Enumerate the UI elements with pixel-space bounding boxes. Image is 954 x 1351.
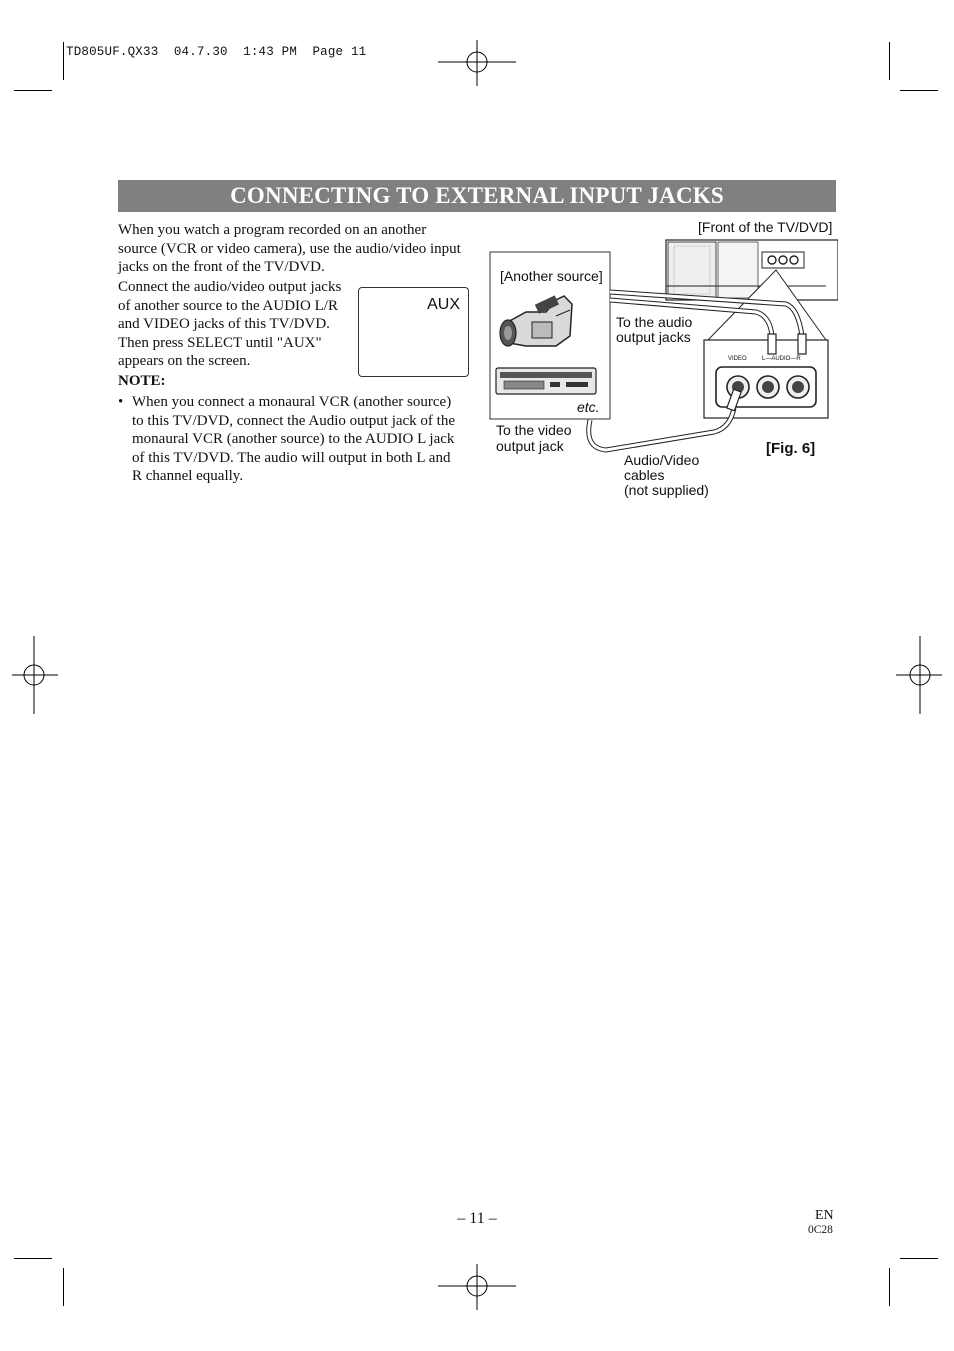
- registration-mark-icon: [896, 636, 942, 714]
- screen-aux-label: AUX: [427, 296, 460, 313]
- page-code: 0C28: [808, 1224, 833, 1236]
- panel-video-label: VIDEO: [728, 356, 747, 362]
- connection-diagram: [486, 212, 838, 512]
- vcr-icon: [496, 368, 596, 394]
- registration-mark-icon: [438, 40, 516, 86]
- page-number: – 11 –: [457, 1210, 497, 1227]
- audio-output-label-line1: To the audio: [616, 314, 693, 330]
- crop-mark: [63, 1268, 64, 1306]
- section-title-bar: [118, 180, 836, 212]
- print-slug: TD805UF.QX33 04.7.30 1:43 PM Page 11: [66, 45, 367, 59]
- registration-mark-icon: [438, 1264, 516, 1310]
- audio-output-label-line2: output jacks: [616, 329, 691, 345]
- intro-paragraph: When you watch a program recorded on an another source (VCR or video camera), use the audio/video input jacks on the front of the TV/DVD.: [118, 222, 461, 276]
- connect-paragraph: Connect the audio/video output jacks of another source to the AUDIO L/R and VIDEO jacks of this TV/DVD. Then press SELECT until "AUX" appears on the screen.: [118, 279, 342, 370]
- figure-number: [Fig. 6]: [766, 440, 816, 457]
- camcorder-icon: [500, 295, 572, 346]
- language-code: EN: [815, 1208, 834, 1223]
- page-title: CONNECTING TO EXTERNAL INPUT JACKS: [230, 183, 724, 208]
- tv-front-icon: [666, 240, 838, 300]
- etc-label: etc.: [577, 399, 600, 415]
- crop-mark: [900, 1258, 938, 1259]
- registration-mark-icon: [12, 636, 58, 714]
- note-heading: NOTE:: [118, 373, 166, 389]
- crop-mark: [889, 42, 890, 80]
- cables-label-line1: Audio/Video: [624, 452, 700, 468]
- tv-screen-illustration: [358, 287, 469, 377]
- cables-label-line2: cables: [624, 467, 665, 483]
- video-output-label-line1: To the video: [496, 422, 572, 438]
- video-output-label-line2: output jack: [496, 438, 564, 454]
- front-of-tv-label: [Front of the TV/DVD]: [698, 219, 833, 235]
- panel-audio-label: L—AUDIO—R: [762, 356, 801, 362]
- note-item: [118, 393, 463, 486]
- crop-mark: [14, 1258, 52, 1259]
- crop-mark: [63, 42, 64, 80]
- bullet-icon: •: [118, 394, 124, 410]
- crop-mark: [900, 90, 938, 91]
- another-source-label: [Another source]: [500, 268, 603, 284]
- crop-mark: [14, 90, 52, 91]
- crop-mark: [889, 1268, 890, 1306]
- note-text: When you connect a monaural VCR (another source) to this TV/DVD, connect the Audio output jack of the monaural VCR (another source) to the AUDIO L jack of this TV/DVD. The audio will output in both L and R channel equally.: [132, 394, 456, 485]
- cables-label-line3: (not supplied): [624, 482, 709, 498]
